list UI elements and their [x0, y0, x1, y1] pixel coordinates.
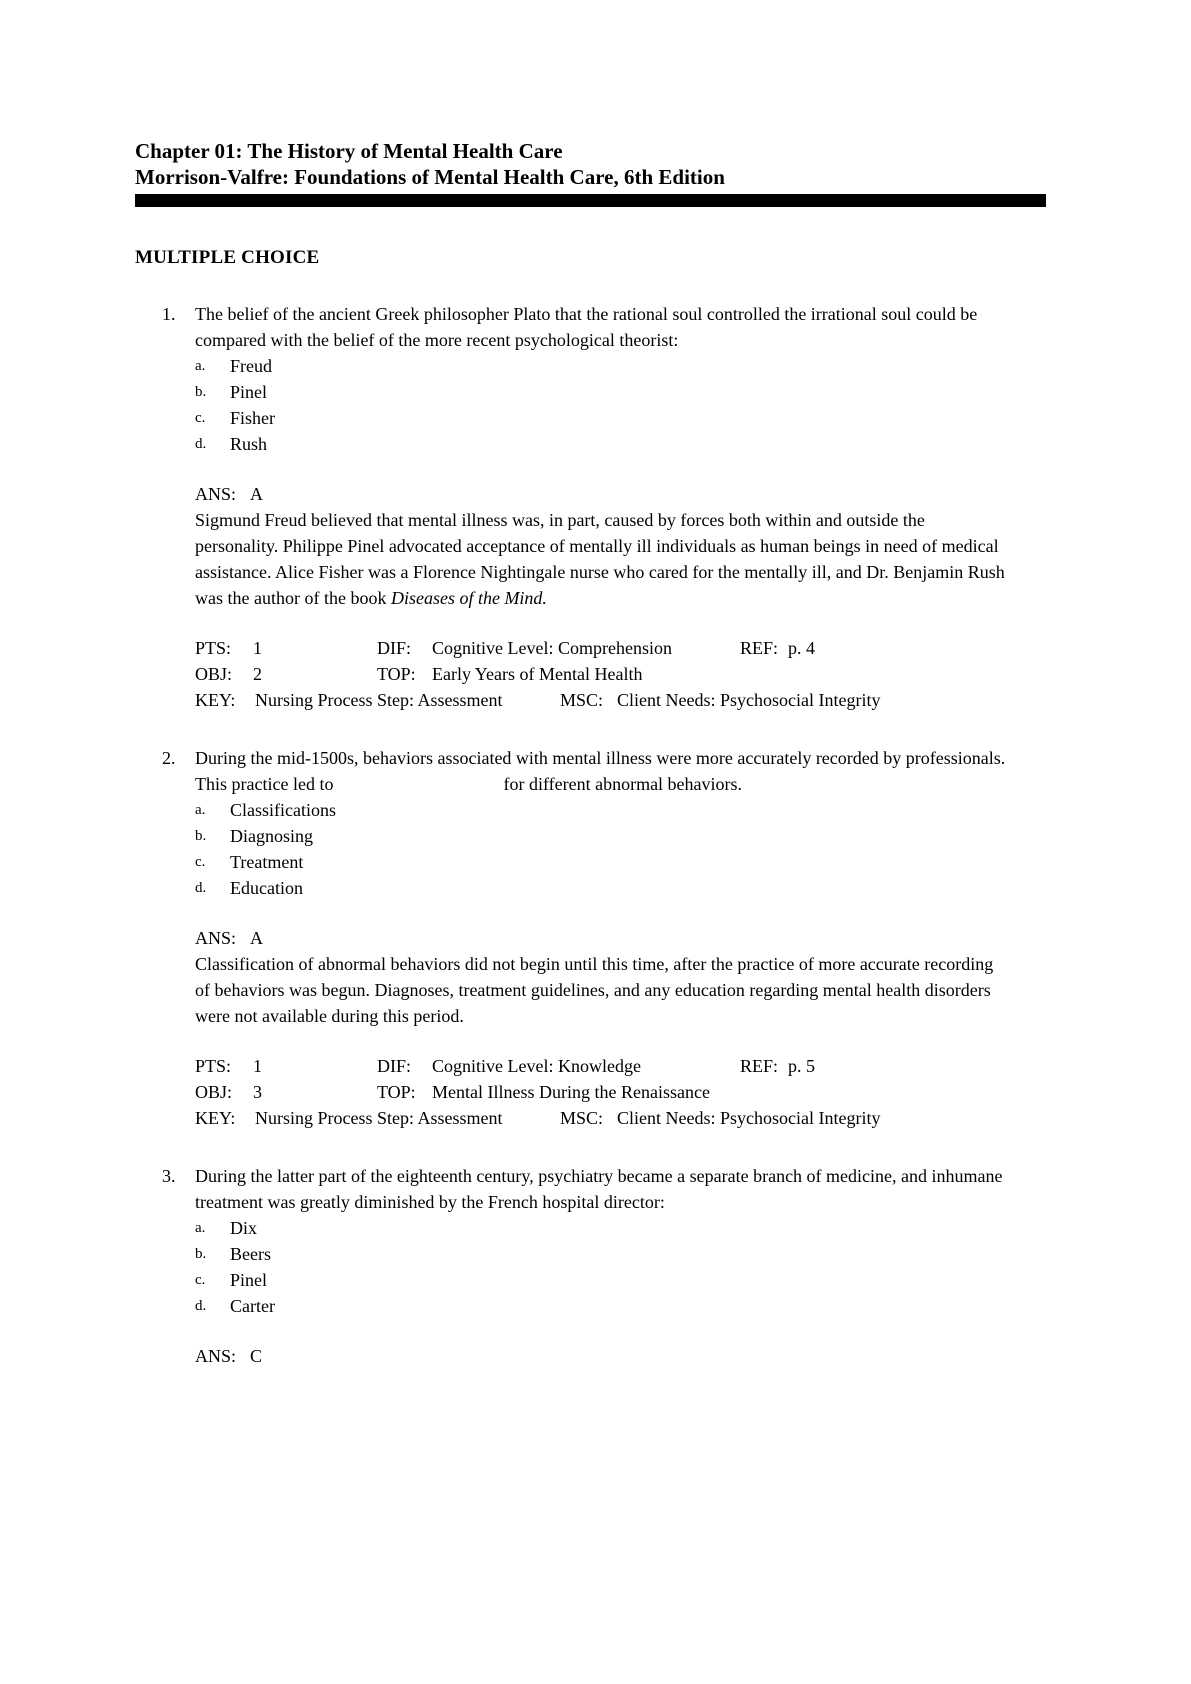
choice-list — [195, 797, 1010, 901]
question-body — [195, 745, 1010, 1131]
stem-part-1: During the mid-1500s, behaviors associated with mental illness were more accurately recorded by professionals. This practice led to — [195, 748, 1006, 794]
question-number: 2. — [162, 748, 176, 768]
section-title: MULTIPLE CHOICE — [135, 247, 320, 268]
obj-label: OBJ: — [195, 664, 233, 684]
rationale — [195, 507, 1010, 611]
meta-row-key-msc — [195, 687, 1010, 713]
question-1 — [135, 301, 1046, 713]
choice-letter: d. — [195, 880, 207, 896]
top-label: TOP: — [377, 1082, 416, 1102]
obj-value: 3 — [253, 1082, 262, 1102]
choice-letter: c. — [195, 854, 206, 870]
choice-a — [195, 353, 1010, 379]
choice-c — [195, 1267, 1010, 1293]
question-number: 1. — [162, 304, 176, 324]
choice-c — [195, 849, 1010, 875]
book-title: Morrison-Valfre: Foundations of Mental Health Care, 6th Edition — [135, 165, 725, 189]
meta-row-pts-dif-ref — [195, 635, 1010, 661]
header-divider-bar — [135, 194, 1046, 207]
question-stem: The belief of the ancient Greek philosopher Plato that the rational soul controlled the irrational soul could be compared with the belief of the more recent psychological theorist: — [195, 304, 978, 350]
answer-label: ANS: — [195, 1346, 237, 1366]
answer-label: ANS: — [195, 928, 237, 948]
choice-text: Freud — [230, 356, 272, 376]
msc-value: Client Needs: Psychosocial Integrity — [617, 690, 881, 710]
choice-text: Diagnosing — [230, 826, 313, 846]
question-number: 3. — [162, 1166, 176, 1186]
dif-label: DIF: — [377, 638, 412, 658]
obj-value: 2 — [253, 664, 262, 684]
choice-letter: d. — [195, 436, 207, 452]
rationale — [195, 951, 1010, 1029]
stem-part-2: for different abnormal behaviors. — [503, 774, 743, 794]
answer-label: ANS: — [195, 484, 237, 504]
msc-value: Client Needs: Psychosocial Integrity — [617, 1108, 881, 1128]
question-stem: During the latter part of the eighteenth century, psychiatry became a separate branch of medicine, and inhumane treatment was greatly diminished by the French hospital director: — [195, 1166, 1003, 1212]
choice-d — [195, 875, 1010, 901]
choice-text: Rush — [230, 434, 268, 454]
choice-d — [195, 1293, 1010, 1319]
meta-row-obj-top — [195, 661, 1010, 687]
dif-value: Cognitive Level: Comprehension — [432, 638, 672, 658]
question-2 — [135, 745, 1046, 1131]
ref-label: REF: — [740, 638, 779, 658]
question-body — [195, 1163, 1010, 1369]
choice-text: Education — [230, 878, 303, 898]
choice-a — [195, 1215, 1010, 1241]
ref-value: p. 5 — [788, 1056, 815, 1076]
choice-list — [195, 1215, 1010, 1319]
choice-letter: a. — [195, 1220, 206, 1236]
choice-list — [195, 353, 1010, 457]
ref-label: REF: — [740, 1056, 779, 1076]
top-value: Mental Illness During the Renaissance — [432, 1082, 710, 1102]
question-stem — [195, 745, 1010, 797]
choice-b — [195, 823, 1010, 849]
rationale-text: Classification of abnormal behaviors did not begin until this time, after the practice of more accurate recording of behaviors was begun. Diagnoses, treatment guidelines, and any education regarding mental health disorders were not available during this period. — [195, 954, 994, 1026]
choice-a — [195, 797, 1010, 823]
choice-text: Fisher — [230, 408, 275, 428]
msc-label: MSC: — [560, 1108, 604, 1128]
answer-row — [195, 925, 1010, 951]
question-metadata — [195, 1053, 1010, 1131]
choice-letter: c. — [195, 410, 206, 426]
meta-row-key-msc — [195, 1105, 1010, 1131]
choice-text: Dix — [230, 1218, 257, 1238]
meta-row-obj-top — [195, 1079, 1010, 1105]
obj-label: OBJ: — [195, 1082, 233, 1102]
ref-value: p. 4 — [788, 638, 815, 658]
choice-letter: b. — [195, 384, 207, 400]
choice-b — [195, 379, 1010, 405]
dif-value: Cognitive Level: Knowledge — [432, 1056, 641, 1076]
rationale-book-title: Diseases of the Mind. — [390, 588, 547, 608]
pts-label: PTS: — [195, 638, 232, 658]
choice-c — [195, 405, 1010, 431]
choice-letter: b. — [195, 1246, 207, 1262]
key-label: KEY: — [195, 1108, 236, 1128]
meta-row-pts-dif-ref — [195, 1053, 1010, 1079]
answer-row — [195, 1343, 1010, 1369]
dif-label: DIF: — [377, 1056, 412, 1076]
answer-value: A — [250, 928, 263, 948]
rationale-text: Sigmund Freud believed that mental illness was, in part, caused by forces both within and outside the personality. Philippe Pinel advocated acceptance of mentally ill individuals as human beings in need of medical assistance. Alice Fisher was a Florence Nightingale nurse who cared for the mentally ill, and Dr. Benjamin Rush was the author of the book — [195, 510, 1005, 608]
key-value: Nursing Process Step: Assessment — [255, 1108, 503, 1128]
choice-letter: a. — [195, 802, 206, 818]
pts-value: 1 — [253, 1056, 262, 1076]
choice-letter: a. — [195, 358, 206, 374]
choice-d — [195, 431, 1010, 457]
document-header — [135, 138, 1046, 207]
question-metadata — [195, 635, 1010, 713]
choice-text: Treatment — [230, 852, 304, 872]
answer-value: C — [250, 1346, 263, 1366]
choice-text: Classifications — [230, 800, 336, 820]
question-3 — [135, 1163, 1046, 1369]
choice-text: Pinel — [230, 1270, 268, 1290]
choice-letter: c. — [195, 1272, 206, 1288]
chapter-title: Chapter 01: The History of Mental Health Care — [135, 139, 563, 163]
answer-row — [195, 481, 1010, 507]
fill-in-blank-gap — [333, 789, 503, 790]
question-body — [195, 301, 1010, 713]
msc-label: MSC: — [560, 690, 604, 710]
choice-text: Pinel — [230, 382, 268, 402]
key-label: KEY: — [195, 690, 236, 710]
pts-value: 1 — [253, 638, 262, 658]
answer-value: A — [250, 484, 263, 504]
key-value: Nursing Process Step: Assessment — [255, 690, 503, 710]
top-value: Early Years of Mental Health — [432, 664, 643, 684]
choice-text: Beers — [230, 1244, 271, 1264]
choice-letter: b. — [195, 828, 207, 844]
top-label: TOP: — [377, 664, 416, 684]
pts-label: PTS: — [195, 1056, 232, 1076]
choice-letter: d. — [195, 1298, 207, 1314]
choice-b — [195, 1241, 1010, 1267]
choice-text: Carter — [230, 1296, 275, 1316]
